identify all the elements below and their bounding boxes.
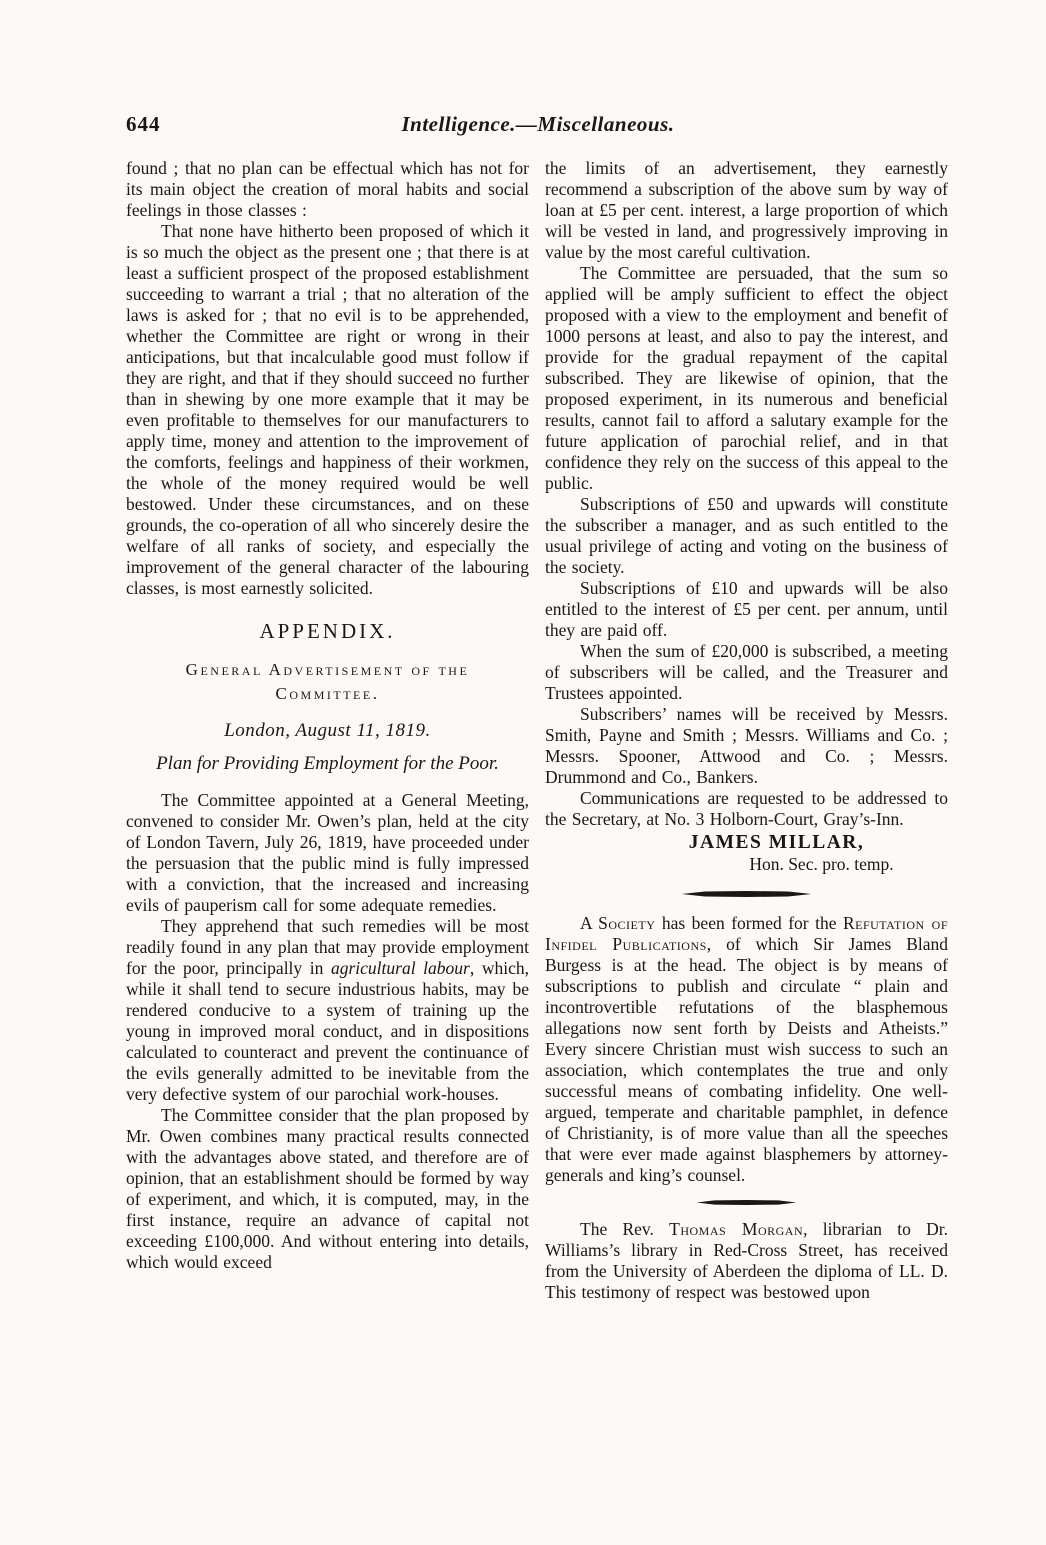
paragraph-sum-20000: When the sum of £20,000 is subscribed, a meeting of subscribers will be called, and the Treasurer and Trustees appointed.	[545, 641, 948, 703]
page-number: 644	[126, 112, 161, 136]
paragraph-committee-consider: The Committee consider that the plan proposed by Mr. Owen combines many practical results connected with the advantages above stated, and therefore are of opinion, that an establishment should be formed by way of experiment, and which, it is computed, may, in the first instance, require an advance of capital not exceeding £100,000. And without entering into details, which would exceed	[126, 1105, 529, 1272]
right-column	[545, 158, 948, 1303]
appendix-heading: APPENDIX.	[259, 619, 396, 643]
section-divider-ornament	[682, 891, 812, 897]
paragraph-communications: Communications are requested to be addressed to the Secretary, at No. 3 Holborn-Court, Gray’s-Inn.	[545, 788, 948, 829]
paragraph-continuation: found ; that no plan can be effectual which has not for its main object the creation of moral habits and social feelings in those classes :	[126, 158, 529, 220]
paragraph-thomas-morgan: The Rev. Thomas Morgan, librarian to Dr. Williams’s library in Red-Cross Street, has received from the University of Aberdeen the diploma of LL. D. This testimony of respect was bestowed upon	[545, 1219, 949, 1302]
paragraph-that-none: That none have hitherto been proposed of which it is so much the object as the present one ; that there is at least a sufficient prospect of the proposed establishment succeeding to warrant a trial ; that no alteration of the laws is asked for ; that no evil is to be apprehended, whether the Committee are right or wrong in their anticipations, but that incalculable good must follow if they are right, and that if they should succeed no further than in shewing by one more example that it may be even profitable to themselves for our manufacturers to apply time, money and attention to the improvement of the comforts, feelings and happiness of their workmen, the whole of the money required would be well bestowed. Under these circumstances, and on these grounds, the co-operation of all who sincerely desire the welfare of all ranks of society, and especially the improvement of the general character of the labouring classes, is most earnestly solicited.	[126, 221, 529, 598]
paragraph-committee-appointed: The Committee appointed at a General Meeting, convened to consider Mr. Owen’s plan, held at the city of London Tavern, July 26, 1819, have proceeded under the persuasion that the public mind is fully impressed with a conviction, that the increased and increasing evils of pauperism call for some adequate remedies.	[126, 790, 529, 915]
two-column-body	[126, 158, 950, 1303]
running-title: Intelligence.—Miscellaneous.	[401, 112, 675, 136]
section-divider-ornament	[697, 1200, 797, 1205]
paragraph-subscriptions-10: Subscriptions of £10 and upwards will be also entitled to the interest of £5 per cent. per annum, until they are paid off.	[545, 578, 948, 640]
paragraph-they-apprehend: They apprehend that such remedies will be most readily found in any plan that may provide employment for the poor, principally in agricultural labour, which, while it shall tend to secure industrious habits, may be rendered conducive to a system of training up the young in improved moral conduct, and in dispositions calculated to counteract and prevent the continuance of the evils generally admitted to be inevitable from the very defective system of our parochial work-houses.	[126, 916, 529, 1104]
paragraph-subscriptions-50: Subscriptions of £50 and upwards will constitute the subscriber a manager, and as such entitled to the usual privilege of acting and voting on the business of the society.	[545, 494, 948, 577]
paragraph-society-refutation: A Society has been formed for the Refutation of Infidel Publications, of which Sir James Bland Burgess is at the head. The object is by means of subscriptions to publish and circulate “ plain and incontrovertible refutations of the blasphemous allegations now sent forth by Deists and Atheists.” Every sincere Christian must wish success to such an association, which contemplates the true and only successful means of combating infidelity. One well-argued, temperate and charitable pamphlet, in defence of Christianity, is of more value than all the speeches that were ever made against blasphemers by attorney-generals and king’s counsel.	[545, 913, 949, 1185]
signature-name: JAMES MILLAR,	[688, 832, 865, 853]
page-header	[126, 112, 950, 142]
paragraph-committee-persuaded: The Committee are persuaded, that the sum so applied will be amply sufficient to effect the object proposed with a view to the employment and benefit of 1000 persons at least, and also to pay the interest, and provide for the gradual repayment of the capital subscribed. They are likewise of opinion, that the proposed experiment, in its numerous and beneficial results, cannot fail to afford a salutary example for the future application of parochial relief, and in that confidence they rely on the success of this appeal to the public.	[545, 263, 948, 493]
paragraph-limits-of-advertisement: the limits of an advertisement, they earnestly recommend a subscription of the above sum by way of loan at £5 per cent. interest, a large proportion of which will be vested in land, and progressively improving in value by the most careful cultivation.	[545, 158, 948, 262]
dateline: London, August 11, 1819.	[224, 720, 431, 741]
paragraph-subscribers-names: Subscribers’ names will be received by Messrs. Smith, Payne and Smith ; Messrs. Williams and Co. ; Messrs. Spooner, Attwood and Co. ; Messrs. Drummond and Co., Bankers.	[545, 704, 948, 787]
signature-role: Hon. Sec. pro. temp.	[749, 854, 894, 874]
left-column	[126, 158, 529, 1303]
committee-advertisement-heading: General Advertisement of the Committee.	[185, 660, 470, 703]
plan-for-employment-heading: Plan for Providing Employment for the Poor.	[156, 753, 499, 774]
